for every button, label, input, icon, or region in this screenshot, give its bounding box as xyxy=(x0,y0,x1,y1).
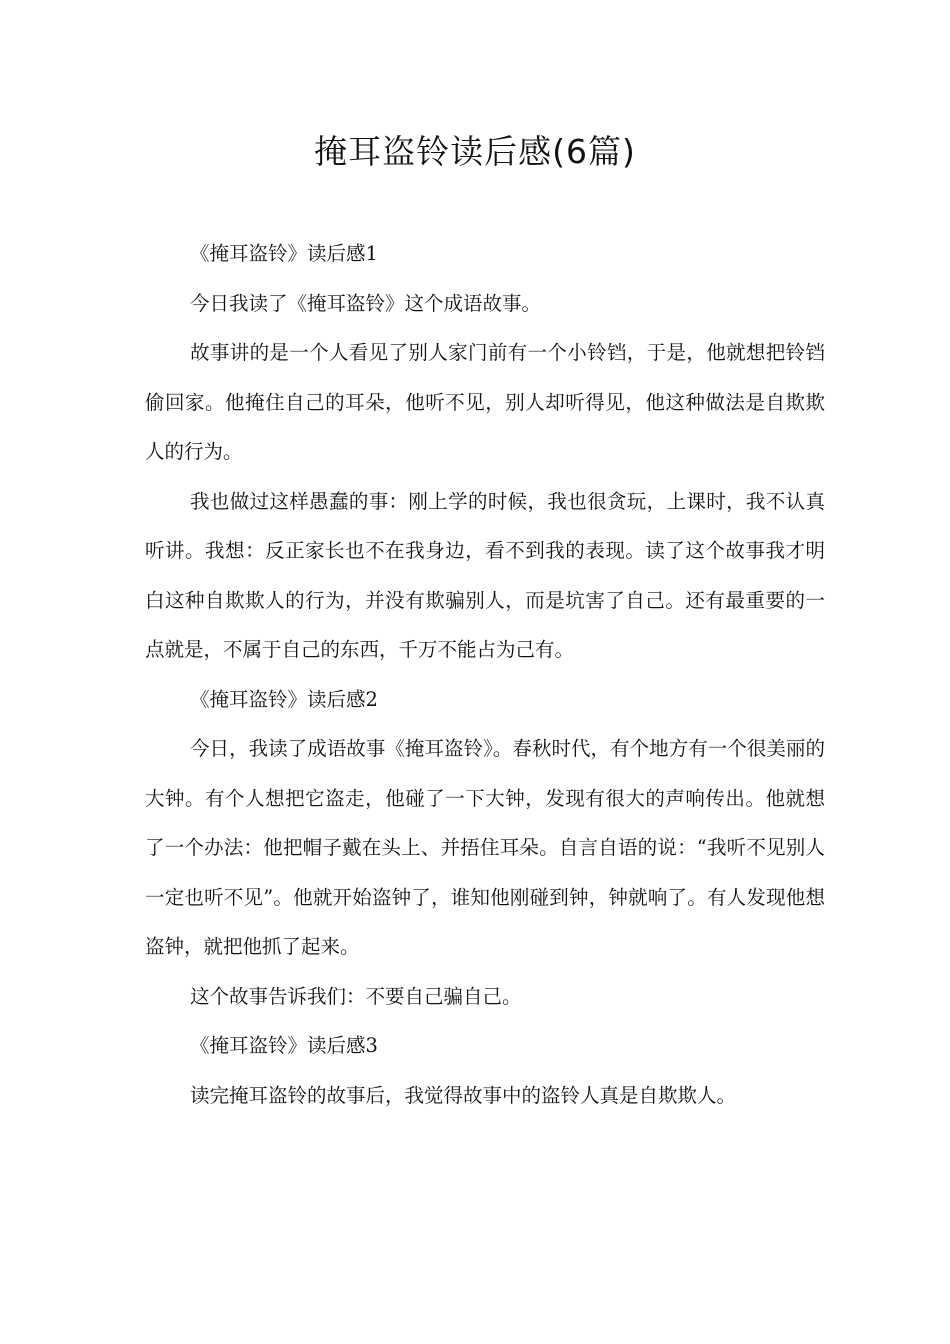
section-heading-2: 《掩耳盗铃》读后感2 xyxy=(190,687,378,711)
paragraph: 故事讲的是一个人看见了别人家门前有一个小铃铛，于是，他就想把铃铛偷回家。他掩住自己的耳朵，他听不见，别人却听得见，他这种做法是自欺欺人的行为。 xyxy=(145,341,825,463)
paragraph: 读完掩耳盗铃的故事后，我觉得故事中的盗铃人真是自欺欺人。 xyxy=(190,1083,737,1107)
section-heading-1: 《掩耳盗铃》读后感1 xyxy=(190,242,378,265)
paragraph: 今日，我读了成语故事《掩耳盗铃》。春秋时代，有个地方有一个很美丽的大钟。有个人想把它盗走，他碰了一下大钟，发现有很大的声响传出。他就想了一个办法：他把帽子戴在头上、并捂住耳朵。自言自语的说：“我听不见别人一定也听不见”。他就开始盗钟了，谁知他刚碰到钟，钟就响了。有人发现他想盗钟，就把他抓了起来。 xyxy=(145,737,825,958)
document-body xyxy=(145,229,825,1120)
paragraph: 今日我读了《掩耳盗铃》这个成语故事。 xyxy=(190,291,542,315)
section-heading-3: 《掩耳盗铃》读后感3 xyxy=(190,1034,378,1057)
document-title: 掩耳盗铃读后感(6篇) xyxy=(314,132,636,171)
paragraph: 我也做过这样愚蠢的事：刚上学的时候，我也很贪玩，上课时，我不认真听讲。我想：反正家长也不在我身边，看不到我的表现。读了这个故事我才明白这种自欺欺人的行为，并没有欺骗别人，而是坑害了自己。还有最重要的一点就是，不属于自己的东西，千万不能占为己有。 xyxy=(145,489,825,661)
paragraph: 这个故事告诉我们：不要自己骗自己。 xyxy=(190,984,522,1008)
